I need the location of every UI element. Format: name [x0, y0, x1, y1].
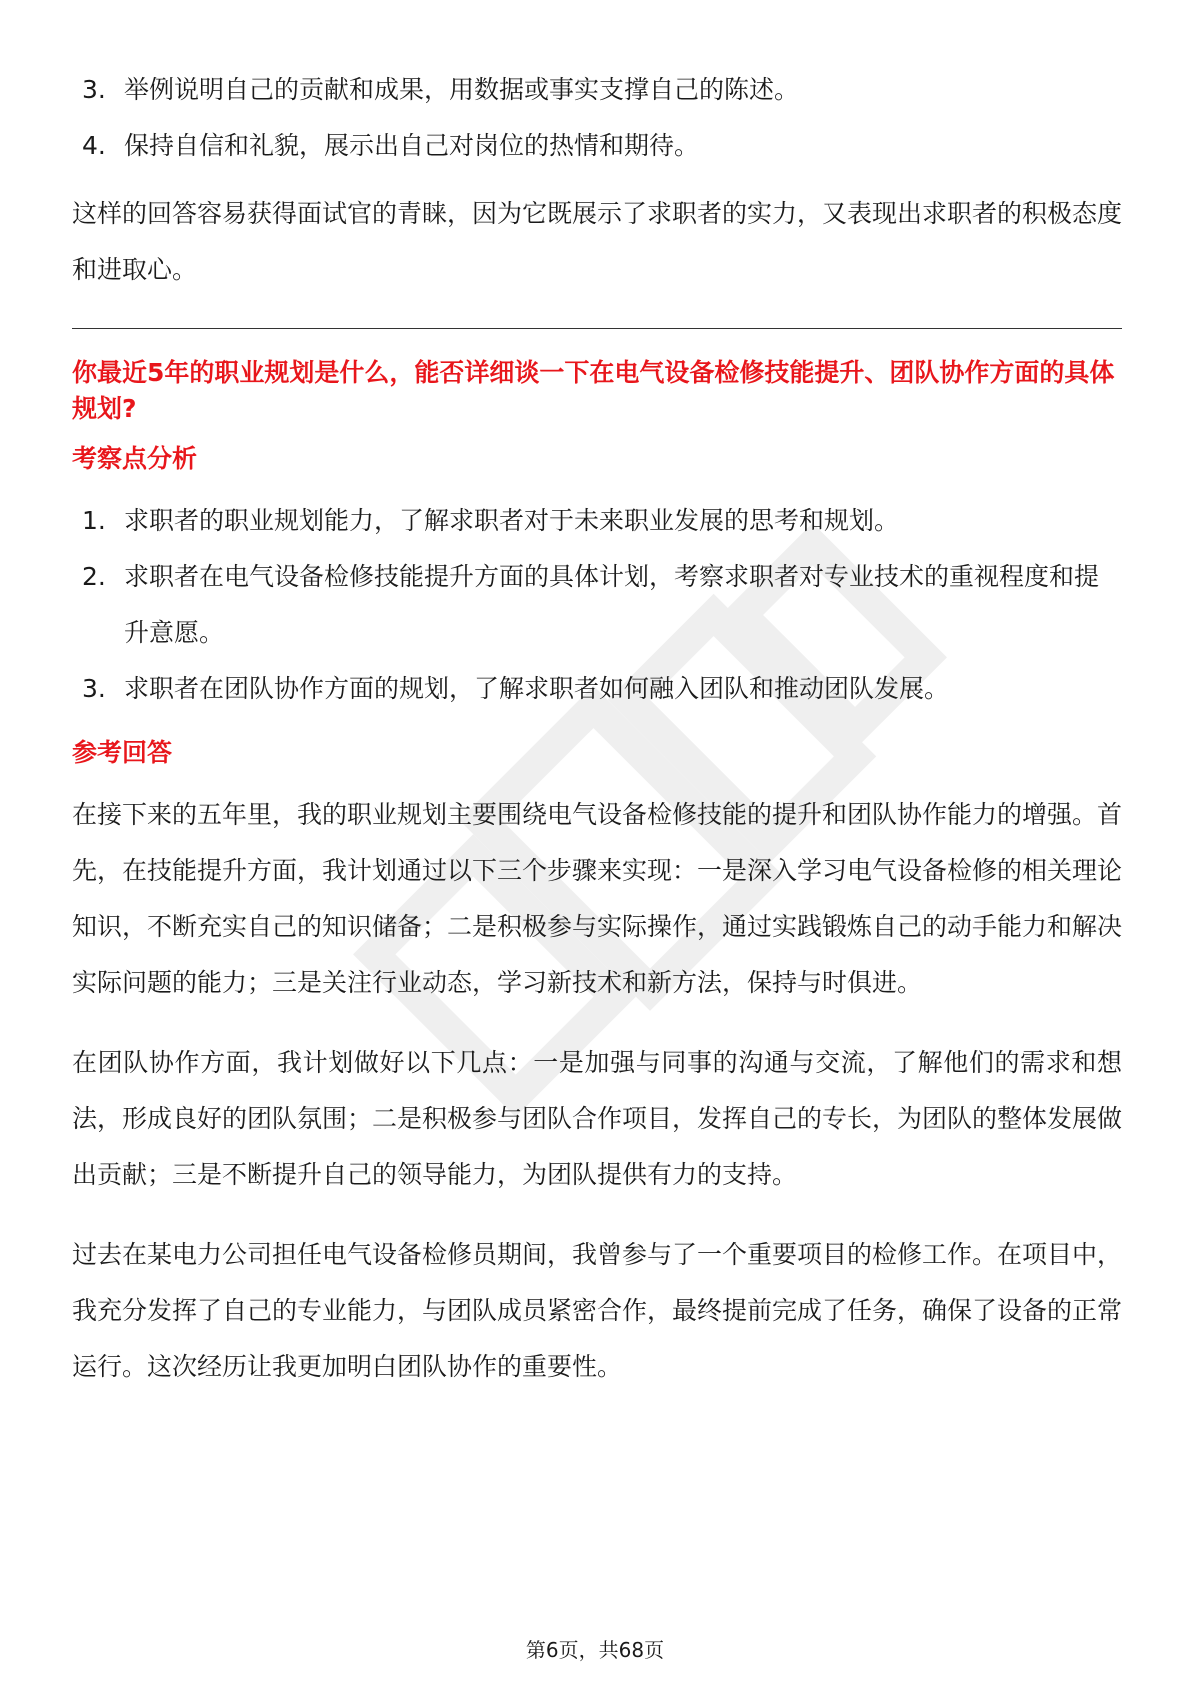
list-number: 2. — [82, 562, 106, 591]
list-text: 求职者在电气设备检修技能提升方面的具体计划，考察求职者对专业技术的重视程度和提升意愿。 — [124, 562, 1100, 647]
list-item — [72, 493, 1122, 549]
list-text: 保持自信和礼貌，展示出自己对岗位的热情和期待。 — [124, 131, 700, 160]
list-number: 1. — [82, 506, 106, 535]
list-text: 求职者在团队协作方面的规划，了解求职者如何融入团队和推动团队发展。 — [124, 674, 950, 703]
document-body — [72, 62, 1122, 1395]
analysis-list — [72, 493, 1122, 717]
page-number: 第6页，共68页 — [525, 1638, 665, 1662]
answer-heading: 参考回答 — [72, 738, 173, 767]
analysis-heading: 考察点分析 — [72, 444, 198, 473]
section-divider — [72, 328, 1122, 329]
previous-answer-tips-list — [72, 62, 1122, 174]
list-text: 举例说明自己的贡献和成果，用数据或事实支撑自己的陈述。 — [124, 75, 800, 104]
list-item — [72, 661, 1122, 717]
summary-paragraph: 这样的回答容易获得面试官的青睐，因为它既展示了求职者的实力，又表现出求职者的积极态度和进取心。 — [72, 199, 1123, 284]
answer-paragraph: 在接下来的五年里，我的职业规划主要围绕电气设备检修技能的提升和团队协作能力的增强。首先，在技能提升方面，我计划通过以下三个步骤来实现：一是深入学习电气设备检修的相关理论知识，不断充实自己的知识储备；二是积极参与实际操作，通过实践锻炼自己的动手能力和解决实际问题的能力；三是关注行业动态，学习新技术和新方法，保持与时俱进。 — [72, 800, 1123, 997]
answer-paragraph: 在团队协作方面，我计划做好以下几点：一是加强与同事的沟通与交流，了解他们的需求和想法，形成良好的团队氛围；二是积极参与团队合作项目，发挥自己的专长，为团队的整体发展做出贡献；三是不断提升自己的领导能力，为团队提供有力的支持。 — [72, 1048, 1123, 1189]
question-title: 你最近5年的职业规划是什么，能否详细谈一下在电气设备检修技能提升、团队协作方面的具体规划? — [72, 358, 1115, 423]
list-item — [72, 549, 1122, 661]
list-number: 4. — [82, 131, 106, 160]
list-item — [72, 118, 1122, 174]
list-text: 求职者的职业规划能力，了解求职者对于未来职业发展的思考和规划。 — [124, 506, 900, 535]
list-number: 3. — [82, 674, 106, 703]
answer-paragraph: 过去在某电力公司担任电气设备检修员期间，我曾参与了一个重要项目的检修工作。在项目中，我充分发挥了自己的专业能力，与团队成员紧密合作，最终提前完成了任务，确保了设备的正常运行。这次经历让我更加明白团队协作的重要性。 — [72, 1240, 1123, 1381]
list-item — [72, 62, 1122, 118]
list-number: 3. — [82, 75, 106, 104]
